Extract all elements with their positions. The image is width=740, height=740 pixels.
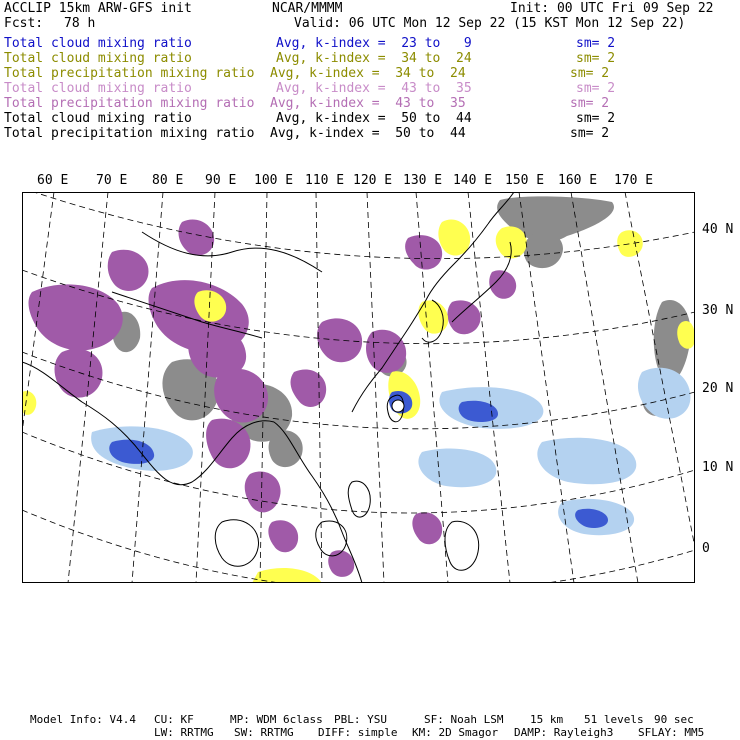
- init-time: Init: 00 UTC Fri 09 Sep 22: [510, 1, 714, 16]
- fcst-label: Fcst:: [4, 16, 44, 31]
- field-kindex: Avg, k-index = 23 to 9: [276, 36, 472, 51]
- lat-label: 10 N: [702, 460, 734, 475]
- lon-label: 150 E: [505, 173, 545, 188]
- field-kindex: Avg, k-index = 43 to 35: [276, 81, 472, 96]
- plot-title: ACCLIP 15km ARW-GFS init: [4, 1, 192, 16]
- model-info-sflay: SFLAY: MM5: [638, 726, 705, 739]
- lon-label: 170 E: [614, 173, 654, 188]
- field-smooth: sm= 2: [570, 96, 610, 111]
- lon-label: 160 E: [558, 173, 598, 188]
- model-info-sw: SW: RRTMG: [234, 726, 294, 739]
- model-info-levels: 51 levels: [584, 713, 644, 726]
- field-name: Total cloud mixing ratio: [4, 51, 192, 66]
- model-info-cu: CU: KF: [154, 713, 194, 726]
- field-kindex: Avg, k-index = 50 to 44: [270, 126, 466, 141]
- model-info-version: Model Info: V4.4: [30, 713, 136, 726]
- model-info-diff: DIFF: simple: [318, 726, 398, 739]
- org-label: NCAR/MMMM: [272, 1, 343, 16]
- lon-label: 80 E: [152, 173, 184, 188]
- lon-label: 110 E: [305, 173, 345, 188]
- lon-label: 60 E: [37, 173, 69, 188]
- field-smooth: sm= 2: [576, 36, 616, 51]
- lon-label: 130 E: [403, 173, 443, 188]
- field-smooth: sm= 2: [570, 66, 610, 81]
- field-kindex: Avg, k-index = 34 to 24: [276, 51, 472, 66]
- model-info-timestep: 90 sec: [654, 713, 694, 726]
- model-info-km: KM: 2D Smagor: [412, 726, 499, 739]
- field-name: Total precipitation mixing ratio: [4, 96, 255, 111]
- field-smooth: sm= 2: [576, 51, 616, 66]
- map-panel: [22, 192, 695, 583]
- field-name: Total cloud mixing ratio: [4, 81, 192, 96]
- lat-label: 0: [702, 541, 710, 556]
- field-smooth: sm= 2: [576, 81, 616, 96]
- model-info-lw: LW: RRTMG: [154, 726, 214, 739]
- lat-label: 20 N: [702, 381, 734, 396]
- field-name: Total cloud mixing ratio: [4, 36, 192, 51]
- typhoon-eye-marker: [392, 400, 404, 412]
- field-kindex: Avg, k-index = 34 to 24: [270, 66, 466, 81]
- field-name: Total precipitation mixing ratio: [4, 66, 255, 81]
- field-kindex: Avg, k-index = 50 to 44: [276, 111, 472, 126]
- lon-label: 70 E: [96, 173, 128, 188]
- field-smooth: sm= 2: [570, 126, 610, 141]
- field-name: Total cloud mixing ratio: [4, 111, 192, 126]
- model-info-sf: SF: Noah LSM: [424, 713, 504, 726]
- lat-label: 30 N: [702, 303, 734, 318]
- model-info-mp: MP: WDM 6class: [230, 713, 323, 726]
- lon-label: 90 E: [205, 173, 237, 188]
- lon-label: 100 E: [254, 173, 294, 188]
- model-info-pbl: PBL: YSU: [334, 713, 387, 726]
- lon-label: 140 E: [453, 173, 493, 188]
- valid-time: Valid: 06 UTC Mon 12 Sep 22 (15 KST Mon 12 Sep 22): [294, 16, 686, 31]
- model-info-resolution: 15 km: [530, 713, 564, 726]
- lon-label: 120 E: [353, 173, 393, 188]
- fcst-value: 78 h: [64, 16, 96, 31]
- field-name: Total precipitation mixing ratio: [4, 126, 255, 141]
- field-smooth: sm= 2: [576, 111, 616, 126]
- field-kindex: Avg, k-index = 43 to 35: [270, 96, 466, 111]
- lat-label: 40 N: [702, 222, 734, 237]
- model-info-damp: DAMP: Rayleigh3: [514, 726, 614, 739]
